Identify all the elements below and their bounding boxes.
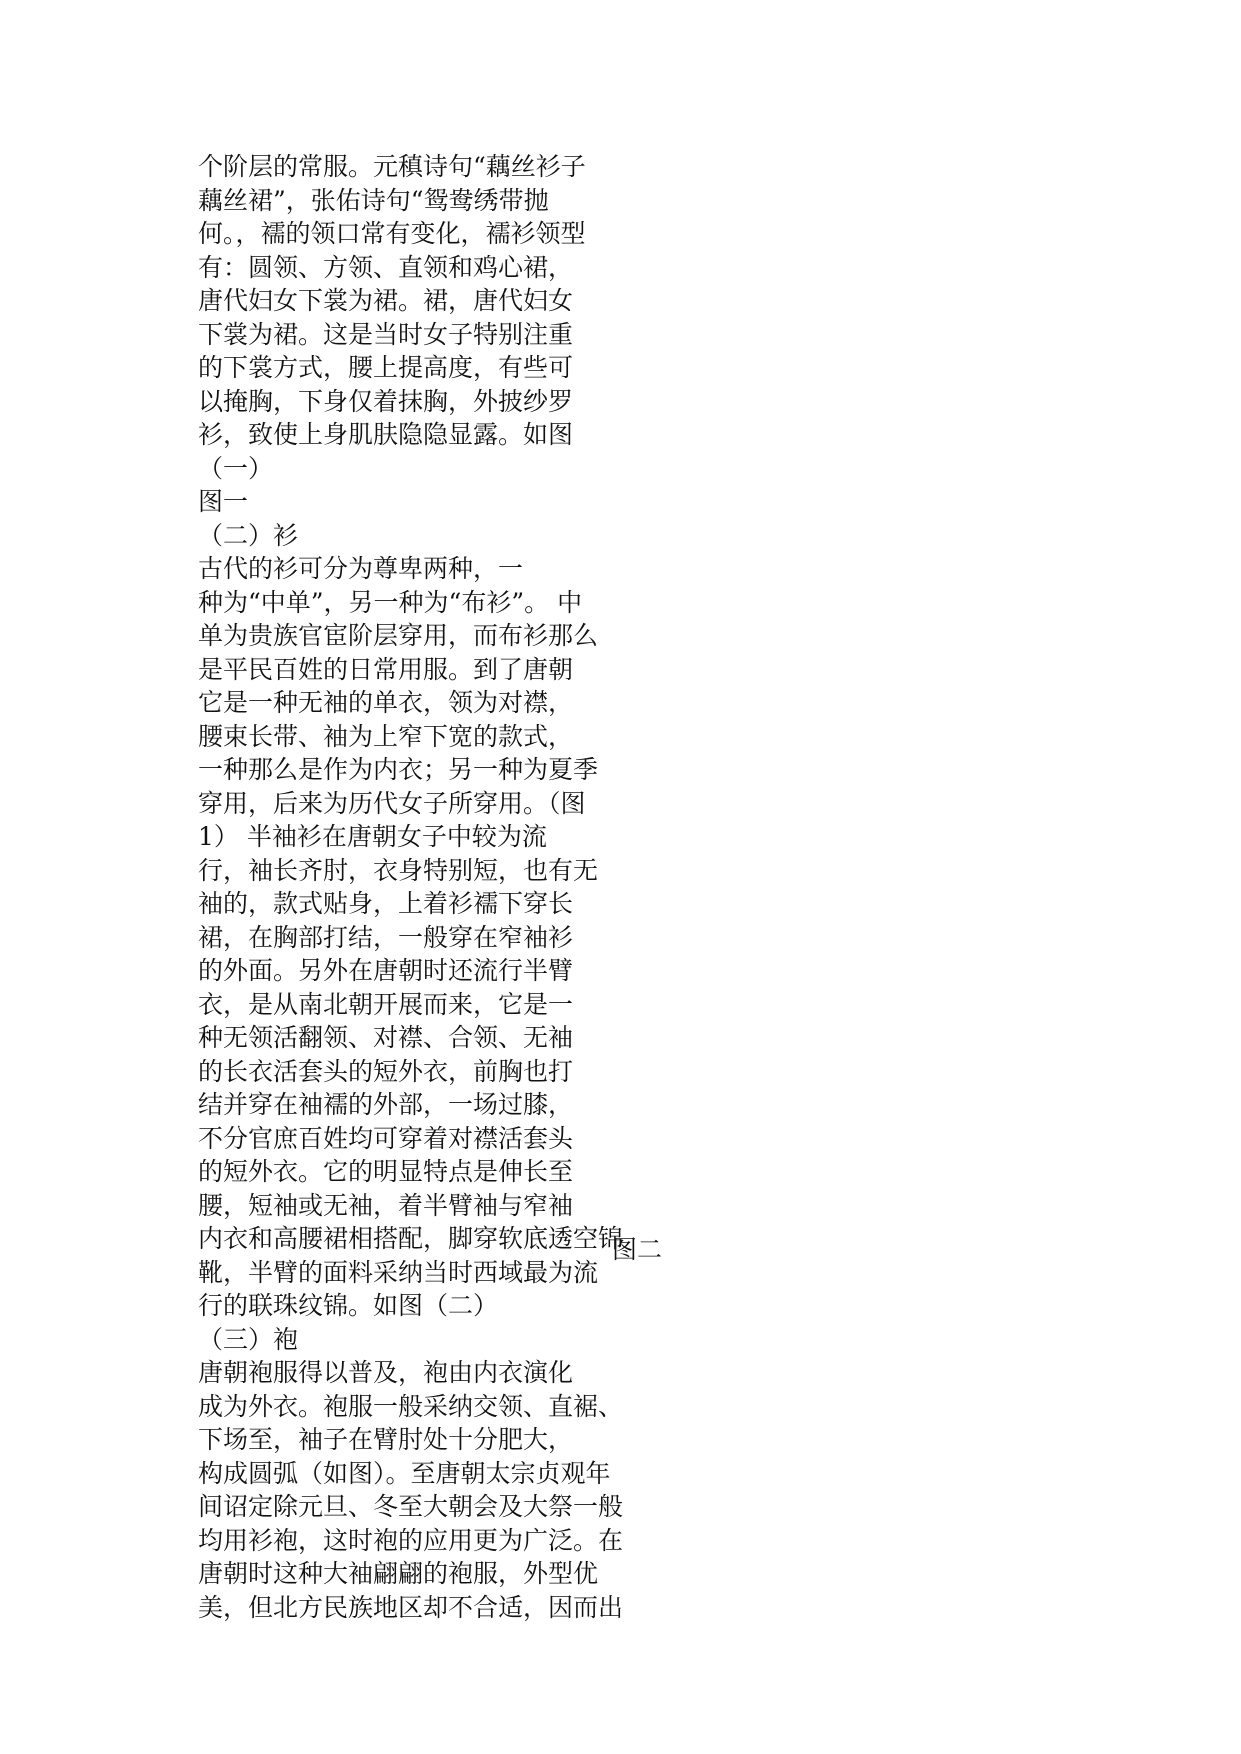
text-line: 行，袖长齐肘，衣身特别短，也有无 <box>198 855 599 885</box>
text-line: 袖的，款式贴身，上着衫襦下穿长 <box>198 889 574 918</box>
text-line: 单为贵族官宦阶层穿用，而布衫那么 <box>198 621 599 650</box>
text-line: 下裳为裙。这是当时女子特别注重 <box>198 319 574 349</box>
text-line: 图一 <box>198 487 249 516</box>
text-line: 一种那么是作为内衣；另一种为夏季 <box>198 755 599 784</box>
text-line: 个阶层的常服。元稹诗句“藕丝衫子 <box>198 152 586 181</box>
text-line: 下场至，袖子在臂肘处十分肥大， <box>198 1425 574 1454</box>
text-line: 间诏定除元旦、冬至大朝会及大祭一般 <box>198 1492 624 1521</box>
text-line: 行的联珠纹锦。如图（二） <box>198 1291 499 1320</box>
text-line: 裙，在胸部打结，一般穿在窄袖衫 <box>198 922 574 952</box>
text-line: 种为“中单”，另一种为“布衫”。 中 <box>198 587 583 617</box>
text-line: 的短外衣。它的明显特点是伸长至 <box>198 1157 574 1186</box>
text-line: 有：圆领、方领、直领和鸡心裙， <box>198 252 574 282</box>
text-line: 唐朝时这种大袖翩翩的袍服，外型优 <box>198 1559 599 1588</box>
text-line: 种无领活翻领、对襟、合领、无袖 <box>198 1023 574 1052</box>
text-line: 腰束长带、袖为上窄下宽的款式， <box>198 721 574 751</box>
text-line: 美，但北方民族地区却不合适，因而出 <box>198 1592 624 1622</box>
text-line: 衣，是从南北朝开展而来，它是一 <box>198 989 574 1019</box>
text-line: 是平民百姓的日常用服。到了唐朝 <box>198 654 574 684</box>
text-line: 靴，半臂的面料采纳当时西域最为流 <box>198 1257 599 1287</box>
text-line: 的外面。另外在唐朝时还流行半臂 <box>198 956 574 985</box>
text-line: 均用衫袍，这时袍的应用更为广泛。在 <box>198 1525 624 1555</box>
text-line: （三）袍 <box>198 1324 299 1354</box>
body-text <box>198 150 758 1624</box>
text-line: 藕丝裙”，张佑诗句“鸳鸯绣带抛 <box>198 185 549 215</box>
text-line: 不分官庶百姓均可穿着对襟活套头 <box>198 1123 574 1153</box>
text-line: 它是一种无袖的单衣，领为对襟， <box>198 688 574 717</box>
text-line: 1） 半袖衫在唐朝女子中较为流 <box>198 822 547 851</box>
text-line: 的下裳方式，腰上提高度，有些可 <box>198 353 574 382</box>
figure-caption-2: 图二 <box>612 1235 663 1264</box>
text-line: 的长衣活套头的短外衣，前胸也打 <box>198 1056 574 1086</box>
text-line: 唐代妇女下裳为裙。裙，唐代妇女 <box>198 286 574 315</box>
text-line: 成为外衣。袍服一般采纳交领、直裾、 <box>198 1391 624 1421</box>
text-line: 内衣和高腰裙相搭配，脚穿软底透空锦 <box>198 1224 624 1253</box>
text-line: 衫，致使上身肌肤隐隐显露。如图 <box>198 420 574 449</box>
text-line: （二）衫 <box>198 520 299 550</box>
text-line: 结并穿在袖襦的外部，一场过膝， <box>198 1090 574 1119</box>
text-line: （一） <box>198 453 274 483</box>
text-line: 古代的衫可分为尊卑两种，一 <box>198 554 524 583</box>
text-line: 腰，短袖或无袖，着半臂袖与窄袖 <box>198 1190 574 1220</box>
text-line: 唐朝袍服得以普及，袍由内衣演化 <box>198 1358 574 1387</box>
text-line: 穿用，后来为历代女子所穿用。（图 <box>198 788 586 818</box>
text-line: 构成圆弧（如图）。至唐朝太宗贞观年 <box>198 1458 611 1488</box>
text-line: 何。，襦的领口常有变化，襦衫领型 <box>198 219 586 248</box>
text-line: 以掩胸，下身仅着抹胸，外披纱罗 <box>198 386 574 416</box>
